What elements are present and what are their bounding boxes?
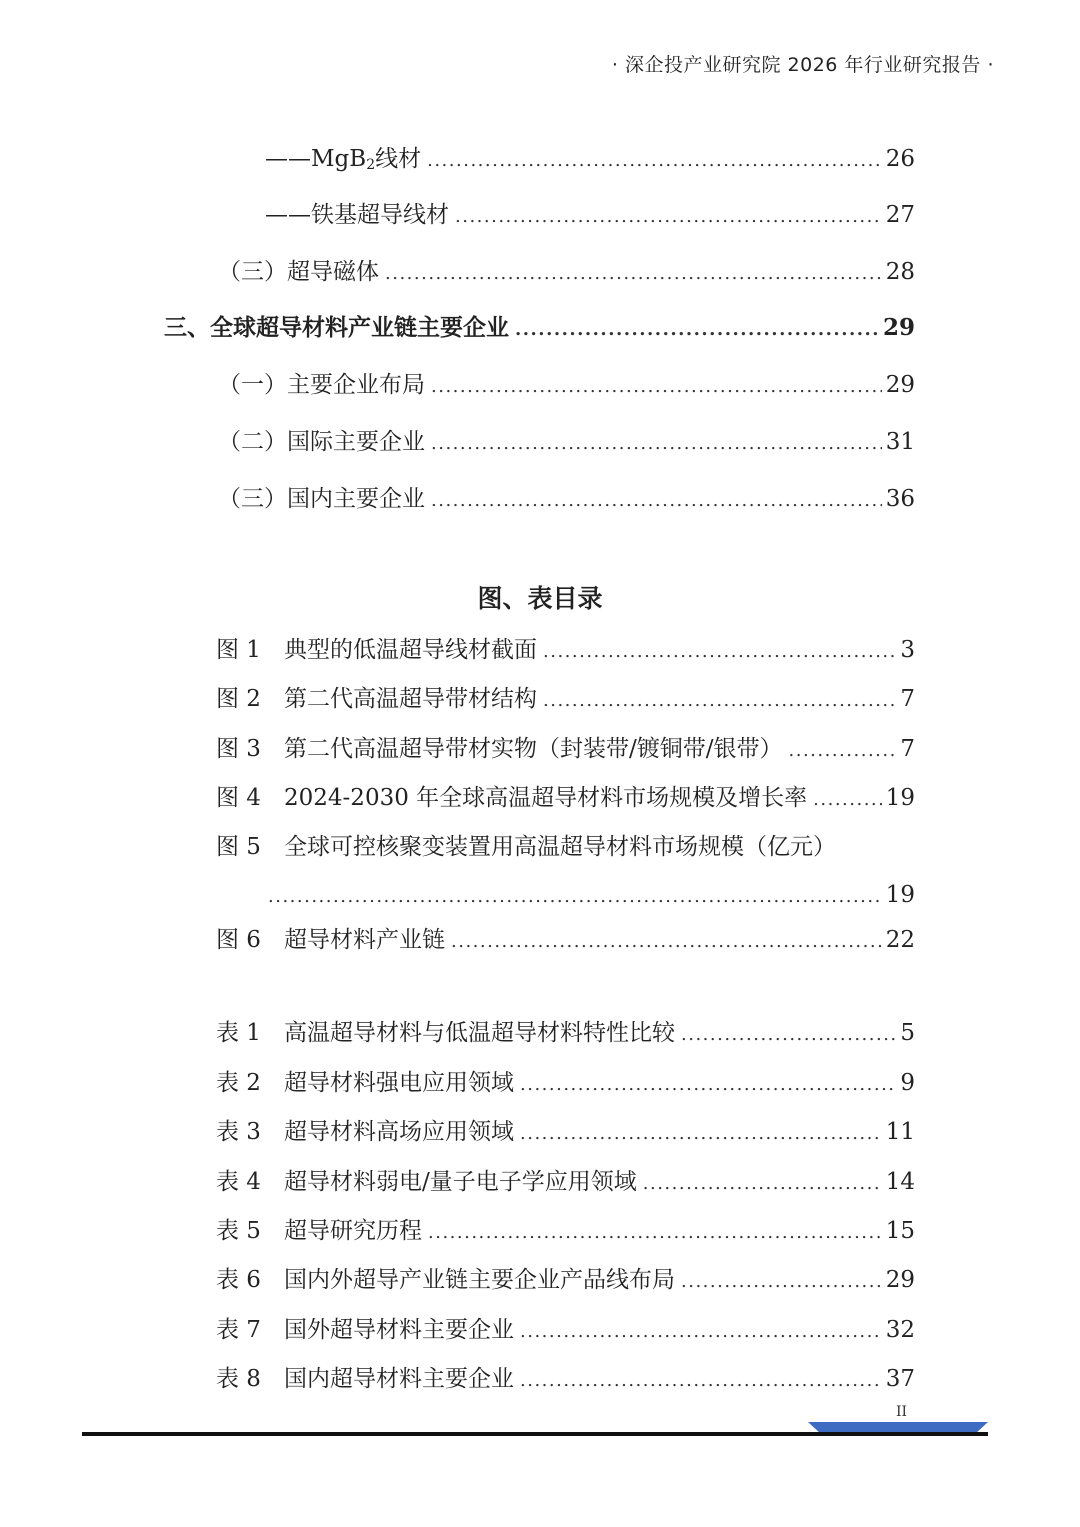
figure-title: 全球可控核聚变装置用高温超导材料市场规模（亿元） [284, 834, 836, 860]
figure-entry-4[interactable] [216, 783, 915, 815]
toc-entry-domestic-companies[interactable] [218, 484, 915, 516]
table-page-number: 14 [885, 1169, 915, 1195]
table-entry-label [216, 1018, 675, 1048]
page-number: II [896, 1404, 908, 1420]
dot-leader [813, 785, 882, 815]
dot-leader [543, 686, 896, 716]
table-number: 表 7 [216, 1317, 261, 1343]
toc-page-number: 31 [885, 429, 915, 455]
table-title: 超导材料高场应用领域 [284, 1119, 514, 1145]
table-entry-3[interactable] [216, 1117, 915, 1149]
toc-page-number: 29 [885, 372, 915, 398]
figure-entry-1[interactable] [216, 635, 915, 667]
dot-leader [431, 429, 882, 459]
toc-page-number: 26 [885, 146, 915, 172]
table-number: 表 4 [216, 1169, 261, 1195]
table-page-number: 15 [885, 1218, 915, 1244]
table-number: 表 6 [216, 1267, 261, 1293]
table-entry-label [216, 1068, 514, 1098]
table-entry-label [216, 1265, 675, 1295]
figure-page-number: 22 [885, 927, 915, 953]
table-entry-2[interactable] [216, 1068, 915, 1100]
figure-entry-5-leader[interactable] [268, 880, 915, 912]
figure-entry-2[interactable] [216, 684, 915, 716]
table-entry-7[interactable] [216, 1315, 915, 1347]
table-number: 表 1 [216, 1020, 261, 1046]
figure-number: 图 2 [216, 686, 261, 712]
toc-entry-superconducting-magnet[interactable] [218, 257, 915, 289]
table-entry-label [216, 1117, 514, 1147]
figure-entry-label [216, 925, 445, 955]
table-title: 高温超导材料与低温超导材料特性比较 [284, 1020, 675, 1046]
table-page-number: 32 [885, 1317, 915, 1343]
table-entry-5[interactable] [216, 1216, 915, 1248]
figure-title: 第二代高温超导带材实物（封装带/镀铜带/银带） [284, 736, 783, 762]
table-title: 超导研究历程 [284, 1218, 422, 1244]
figure-page-number: 3 [900, 637, 915, 663]
figure-entry-label [216, 734, 783, 764]
dot-leader [520, 1119, 882, 1149]
figure-entry-6[interactable] [216, 925, 915, 957]
table-entry-4[interactable] [216, 1167, 915, 1199]
figure-number: 图 6 [216, 927, 261, 953]
dot-leader [428, 1218, 882, 1248]
figure-entry-label [216, 783, 807, 813]
table-title: 超导材料弱电/量子电子学应用领域 [284, 1169, 637, 1195]
running-header: · 深企投产业研究院 2026 年行业研究报告 · [611, 54, 994, 76]
figure-number: 图 1 [216, 637, 261, 663]
table-page-number: 11 [885, 1119, 915, 1145]
figure-title: 2024-2030 年全球高温超导材料市场规模及增长率 [284, 785, 808, 811]
toc-entry-company-layout[interactable] [218, 370, 915, 402]
toc-chapter-label: 三、全球超导材料产业链主要企业 [164, 314, 509, 341]
table-title: 国内外超导产业链主要企业产品线布局 [284, 1267, 675, 1293]
toc-page-number: 36 [885, 486, 915, 512]
table-number: 表 8 [216, 1366, 261, 1392]
figure-number: 图 5 [216, 834, 261, 860]
dot-leader [520, 1366, 882, 1396]
figure-number: 图 4 [216, 785, 261, 811]
figure-number: 图 3 [216, 736, 261, 762]
dot-leader [455, 202, 882, 232]
figure-entry-3[interactable] [216, 734, 915, 766]
toc-chapter-3[interactable] [164, 313, 915, 345]
table-page-number: 5 [900, 1020, 915, 1046]
figure-title: 超导材料产业链 [284, 927, 445, 953]
footer-rule [82, 1432, 988, 1436]
dot-leader [789, 736, 897, 766]
figure-title: 第二代高温超导带材结构 [284, 686, 537, 712]
table-number: 表 5 [216, 1218, 261, 1244]
figure-page-number: 19 [885, 785, 915, 811]
footer-accent-band [808, 1422, 988, 1432]
toc-entry-label: （一）主要企业布局 [218, 372, 425, 398]
dot-leader [385, 259, 882, 289]
dot-leader [515, 315, 879, 345]
dot-leader [431, 372, 882, 402]
table-entry-label [216, 1167, 637, 1197]
dot-leader [681, 1020, 896, 1050]
table-entry-label [216, 1315, 514, 1345]
table-number: 表 3 [216, 1119, 261, 1145]
toc-entry-label: （三）超导磁体 [218, 259, 379, 285]
dot-leader [681, 1267, 882, 1297]
dot-leader [431, 486, 882, 516]
figures-tables-heading: 图、表目录 [477, 584, 603, 613]
figure-page-number: 7 [900, 736, 915, 762]
table-page-number: 29 [885, 1267, 915, 1293]
figure-entry-label [216, 635, 537, 665]
toc-entry-label: ——铁基超导线材 [265, 202, 449, 228]
table-entry-8[interactable] [216, 1364, 915, 1396]
dot-leader [268, 882, 882, 912]
table-title: 超导材料强电应用领域 [284, 1070, 514, 1096]
dot-leader [520, 1070, 896, 1100]
table-number: 表 2 [216, 1070, 261, 1096]
dot-leader [451, 927, 882, 957]
table-title: 国内超导材料主要企业 [284, 1366, 514, 1392]
toc-entry-label: ——MgB2线材 [265, 146, 422, 173]
dot-leader [427, 146, 882, 176]
figure-entry-5-title[interactable] [216, 832, 915, 862]
dot-leader [520, 1317, 882, 1347]
toc-page-number: 27 [885, 202, 915, 228]
dot-leader [643, 1169, 882, 1199]
figure-page-number: 19 [885, 882, 915, 908]
table-entry-label [216, 1364, 514, 1394]
toc-page-number: 29 [882, 314, 915, 341]
table-entry-label [216, 1216, 422, 1246]
toc-entry-label: （三）国内主要企业 [218, 486, 425, 512]
toc-entry-international-companies[interactable] [218, 427, 915, 459]
table-entry-1[interactable] [216, 1018, 915, 1050]
toc-entry-label: （二）国际主要企业 [218, 429, 425, 455]
table-page-number: 9 [900, 1070, 915, 1096]
figure-title: 典型的低温超导线材截面 [284, 637, 537, 663]
toc-entry-mgb2[interactable] [265, 144, 915, 180]
figure-entry-label [216, 832, 836, 862]
toc-entry-iron-based-wire[interactable] [265, 200, 915, 232]
table-entry-6[interactable] [216, 1265, 915, 1297]
subscript-2: 2 [366, 157, 376, 173]
toc-page-number: 28 [885, 259, 915, 285]
table-title: 国外超导材料主要企业 [284, 1317, 514, 1343]
table-page-number: 37 [885, 1366, 915, 1392]
figure-entry-label [216, 684, 537, 714]
dot-leader [543, 637, 896, 667]
figure-page-number: 7 [900, 686, 915, 712]
